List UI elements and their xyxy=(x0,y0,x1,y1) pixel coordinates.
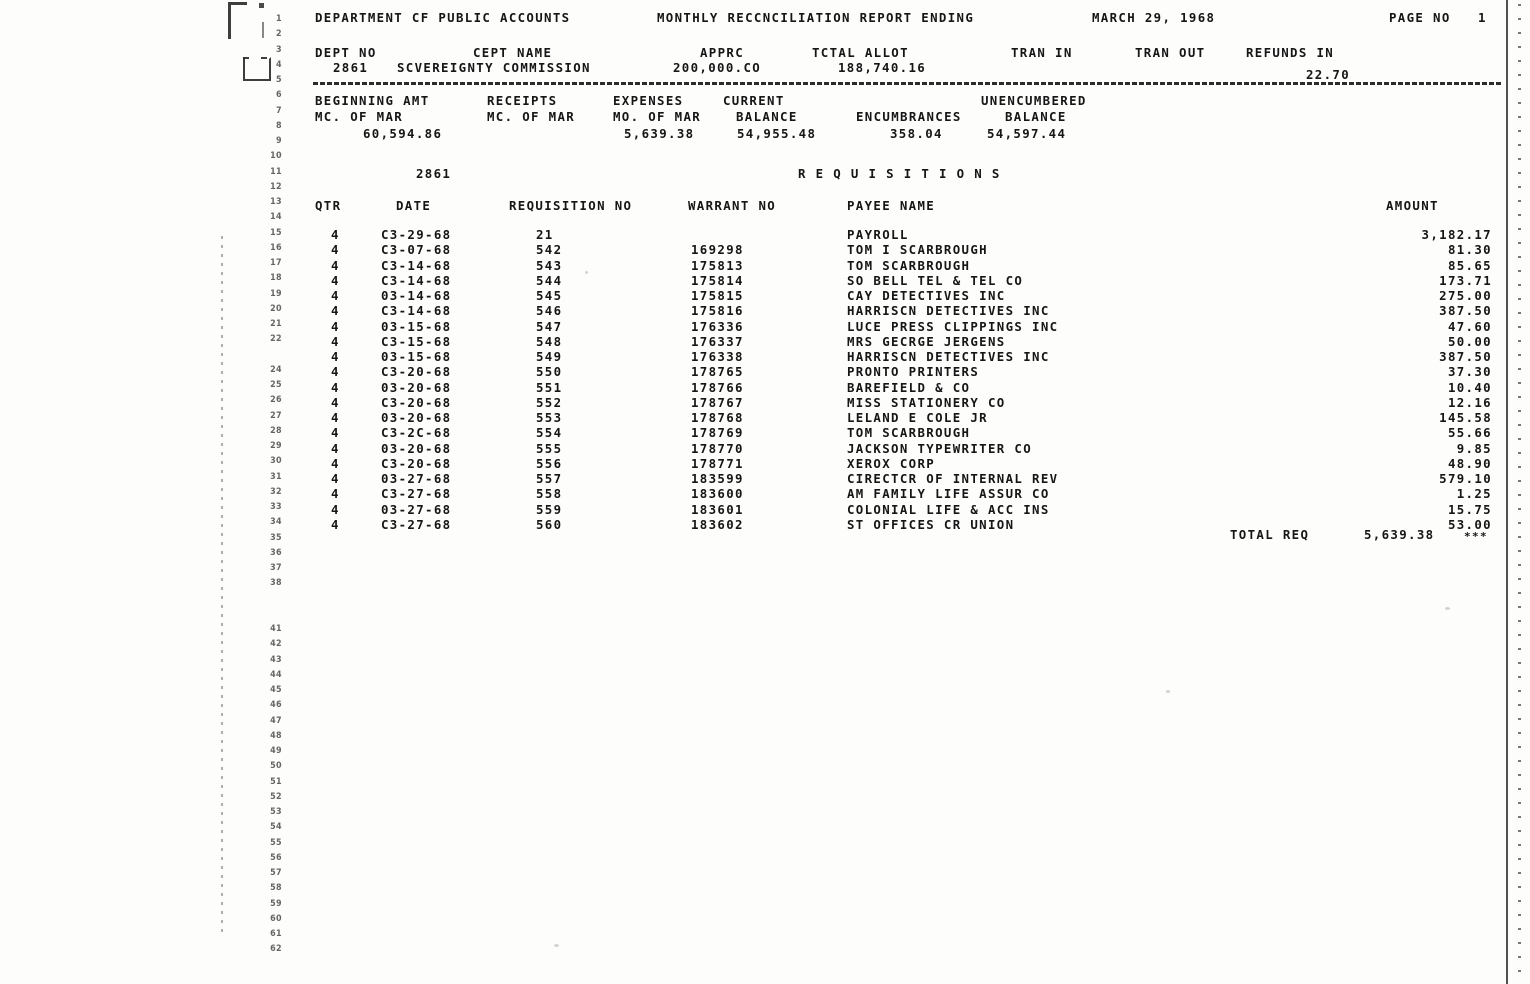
gutter-line-number: 1 xyxy=(276,13,282,24)
cell-requisition-no: 546 xyxy=(536,303,563,319)
cell-payee-name: JACKSON TYPEWRITER CO xyxy=(847,440,1033,456)
gutter-line-number: 28 xyxy=(270,425,282,435)
gutter-line-number: 16 xyxy=(270,242,282,252)
cell-date: 03-20-68 xyxy=(381,440,452,456)
cell-amount: 10.40 xyxy=(1447,379,1492,395)
gutter-line-number: 25 xyxy=(270,379,282,390)
cell-qtr: 4 xyxy=(331,455,340,471)
cell-payee-name: SO BELL TEL & TEL CO xyxy=(847,272,1024,288)
cell-amount: 48.90 xyxy=(1447,455,1492,471)
current-balance-value: 54,955.48 xyxy=(737,126,817,141)
total-req-marker: *** xyxy=(1464,530,1488,543)
gutter-line-number: 31 xyxy=(270,471,282,481)
column-header-requisition-no: REQUISITION NO xyxy=(509,198,633,213)
unencumbered-balance-value: 54,597.44 xyxy=(987,126,1067,141)
cell-qtr: 4 xyxy=(331,440,340,456)
gutter-line-number: 12 xyxy=(270,181,282,191)
cell-amount: 3,182.17 xyxy=(1421,227,1492,242)
report-title: MONTHLY RECCNCILIATION REPORT ENDING xyxy=(657,10,975,25)
cell-amount: 579.10 xyxy=(1439,471,1492,486)
cell-payee-name: CAY DETECTIVES INC xyxy=(847,288,1006,303)
gutter-line-number: 56 xyxy=(270,852,282,862)
cell-date: 03-14-68 xyxy=(381,288,452,303)
cell-requisition-no: 543 xyxy=(536,257,563,273)
receipts-label-line1: RECEIPTS xyxy=(487,93,558,108)
gutter-line-number: 47 xyxy=(270,715,282,725)
column-header-date: DATE xyxy=(396,198,432,213)
gutter-line-number: 62 xyxy=(270,944,282,954)
beginning-amt-value: 60,594.86 xyxy=(363,126,443,141)
gutter-line-number: 14 xyxy=(270,212,282,222)
cell-warrant-no: 183601 xyxy=(691,501,744,517)
cell-requisition-no: 556 xyxy=(536,455,563,471)
gutter-line-number: 35 xyxy=(270,532,282,542)
cell-warrant-no: 175815 xyxy=(691,288,744,303)
cell-requisition-no: 560 xyxy=(536,516,563,532)
cell-amount: 85.65 xyxy=(1447,257,1492,273)
cell-payee-name: MISS STATIONERY CO xyxy=(847,394,1006,410)
cell-payee-name: ST OFFICES CR UNION xyxy=(847,516,1015,532)
cell-requisition-no: 547 xyxy=(536,318,563,334)
cell-warrant-no: 183602 xyxy=(691,516,744,532)
cell-date: C3-2C-68 xyxy=(381,425,452,441)
cell-qtr: 4 xyxy=(331,486,340,502)
cell-qtr: 4 xyxy=(331,227,340,242)
cell-amount: 50.00 xyxy=(1447,333,1492,349)
gutter-line-number: 8 xyxy=(276,120,282,130)
gutter-line-number: 22 xyxy=(270,334,282,344)
cell-requisition-no: 554 xyxy=(536,425,563,441)
cell-amount: 387.50 xyxy=(1439,349,1492,364)
gutter-line-number: 46 xyxy=(270,700,282,710)
expenses-label-line1: EXPENSES xyxy=(613,93,684,108)
refunds-in-value: 22.70 xyxy=(1306,67,1351,82)
cell-date: 03-27-68 xyxy=(381,471,452,486)
cell-warrant-no: 183600 xyxy=(691,486,744,502)
gutter-line-number: 24 xyxy=(270,364,282,374)
cell-qtr: 4 xyxy=(331,364,340,380)
cell-qtr: 4 xyxy=(331,318,340,334)
gutter-line-number: 60 xyxy=(270,913,282,923)
cell-amount: 47.60 xyxy=(1447,318,1492,334)
cell-payee-name: HARRISCN DETECTIVES INC xyxy=(847,349,1050,364)
gutter-line-number: 43 xyxy=(270,654,282,664)
cell-warrant-no: 176336 xyxy=(691,318,744,334)
gutter-line-number: 61 xyxy=(270,928,282,939)
cell-warrant-no: 178771 xyxy=(691,455,744,471)
cell-amount: 145.58 xyxy=(1439,410,1492,425)
approp-value: 200,000.CO xyxy=(673,60,762,75)
cell-requisition-no: 550 xyxy=(536,364,563,380)
dept-no-label: DEPT NO xyxy=(315,45,377,60)
gutter-line-number: 33 xyxy=(270,501,282,512)
cell-payee-name: TOM SCARBROUGH xyxy=(847,257,971,273)
cell-date: C3-29-68 xyxy=(381,227,452,242)
gutter-line-number: 3 xyxy=(276,44,282,54)
cell-amount: 275.00 xyxy=(1439,288,1492,303)
cell-qtr: 4 xyxy=(331,516,340,532)
gutter-line-number: 51 xyxy=(270,776,282,786)
current-balance-label-line1: CURRENT xyxy=(723,93,785,108)
cell-qtr: 4 xyxy=(331,272,340,288)
expenses-value: 5,639.38 xyxy=(624,126,695,141)
gutter-line-number: 29 xyxy=(270,440,282,451)
cell-date: 03-15-68 xyxy=(381,318,452,334)
cell-requisition-no: 559 xyxy=(536,501,563,517)
section-dept-no: 2861 xyxy=(416,166,452,181)
column-header-warrant-no: WARRANT NO xyxy=(688,198,777,213)
cell-date: C3-20-68 xyxy=(381,364,452,380)
column-header-qtr: QTR xyxy=(315,198,342,213)
cell-qtr: 4 xyxy=(331,333,340,349)
gutter-line-number: 48 xyxy=(270,730,282,740)
cell-payee-name: LELAND E COLE JR xyxy=(847,410,988,425)
dept-no-value: 2861 xyxy=(333,60,369,75)
gutter-line-number: 59 xyxy=(270,898,282,908)
receipts-label-line2: MC. OF MAR xyxy=(487,109,576,124)
total-req-label: TOTAL REQ xyxy=(1230,527,1310,542)
gutter-line-number: 41 xyxy=(270,623,282,634)
gutter-line-number: 42 xyxy=(270,639,282,649)
cell-requisition-no: 544 xyxy=(536,272,563,288)
beginning-amt-label-line2: MC. OF MAR xyxy=(315,109,404,124)
cell-amount: 15.75 xyxy=(1447,501,1492,517)
gutter-line-number: 52 xyxy=(270,791,282,801)
cell-amount: 173.71 xyxy=(1439,272,1492,288)
cell-date: 03-15-68 xyxy=(381,349,452,364)
gutter-line-number: 6 xyxy=(276,90,282,100)
gutter-line-number: 38 xyxy=(270,578,282,588)
cell-date: C3-20-68 xyxy=(381,394,452,410)
gutter-line-number: 37 xyxy=(270,562,282,573)
cell-amount: 9.85 xyxy=(1456,440,1492,456)
gutter-line-number: 5 xyxy=(276,74,282,85)
cell-warrant-no: 178767 xyxy=(691,394,744,410)
cell-payee-name: PAYROLL xyxy=(847,227,909,242)
encumbrances-value: 358.04 xyxy=(890,126,943,141)
gutter-line-number: 4 xyxy=(276,59,282,69)
cell-warrant-no: 178768 xyxy=(691,410,744,425)
refunds-in-label: REFUNDS IN xyxy=(1246,45,1335,60)
gutter-line-number: 17 xyxy=(270,257,282,268)
cell-date: C3-14-68 xyxy=(381,303,452,319)
dept-name-label: CEPT NAME xyxy=(473,45,553,60)
cell-requisition-no: 553 xyxy=(536,410,563,425)
cell-qtr: 4 xyxy=(331,379,340,395)
cell-date: 03-20-68 xyxy=(381,410,452,425)
cell-date: 03-20-68 xyxy=(381,379,452,395)
tran-in-label: TRAN IN xyxy=(1011,45,1073,60)
cell-requisition-no: 21 xyxy=(536,227,554,242)
cell-qtr: 4 xyxy=(331,471,340,486)
cell-payee-name: AM FAMILY LIFE ASSUR CO xyxy=(847,486,1050,502)
cell-date: C3-27-68 xyxy=(381,486,452,502)
gutter-line-number: 45 xyxy=(270,684,282,695)
cell-payee-name: PRONTO PRINTERS xyxy=(847,364,980,380)
cell-warrant-no: 175814 xyxy=(691,272,744,288)
cell-payee-name: TOM I SCARBROUGH xyxy=(847,242,988,258)
cell-amount: 81.30 xyxy=(1447,242,1492,258)
cell-warrant-no: 178769 xyxy=(691,425,744,441)
cell-requisition-no: 558 xyxy=(536,486,563,502)
cell-requisition-no: 542 xyxy=(536,242,563,258)
scan-smudge xyxy=(585,271,588,274)
report-period-ending: MARCH 29, 1968 xyxy=(1092,10,1216,25)
cell-amount: 55.66 xyxy=(1447,425,1492,441)
cell-qtr: 4 xyxy=(331,349,340,364)
page-label: PAGE NO xyxy=(1389,10,1451,25)
cell-warrant-no: 183599 xyxy=(691,471,744,486)
cell-requisition-no: 548 xyxy=(536,333,563,349)
cell-requisition-no: 552 xyxy=(536,394,563,410)
report-department-title: DEPARTMENT CF PUBLIC ACCOUNTS xyxy=(315,10,571,25)
unencumbered-label-line2: BALANCE xyxy=(1005,109,1067,124)
gutter-line-number: 13 xyxy=(270,196,282,207)
gutter-line-number: 32 xyxy=(270,486,282,496)
scan-smudge xyxy=(1166,690,1170,693)
encumbrances-label: ENCUMBRANCES xyxy=(856,109,962,124)
cell-payee-name: LUCE PRESS CLIPPINGS INC xyxy=(847,318,1059,334)
cell-requisition-no: 557 xyxy=(536,471,563,486)
cell-qtr: 4 xyxy=(331,242,340,258)
expenses-label-line2: MO. OF MAR xyxy=(613,109,702,124)
gutter-line-number: 15 xyxy=(270,227,282,237)
cell-requisition-no: 545 xyxy=(536,288,563,303)
gutter-line-number: 9 xyxy=(276,135,282,146)
scan-smudge xyxy=(554,944,559,947)
beginning-amt-label-line1: BEGINNING AMT xyxy=(315,93,430,108)
cell-warrant-no: 176337 xyxy=(691,333,744,349)
gutter-line-number: 50 xyxy=(270,761,282,771)
cell-warrant-no: 175816 xyxy=(691,303,744,319)
cell-qtr: 4 xyxy=(331,303,340,319)
cell-qtr: 4 xyxy=(331,394,340,410)
cell-requisition-no: 555 xyxy=(536,440,563,456)
gutter-line-number: 10 xyxy=(270,151,282,161)
cell-date: 03-27-68 xyxy=(381,501,452,517)
cell-amount: 37.30 xyxy=(1447,364,1492,380)
cell-amount: 387.50 xyxy=(1439,303,1492,319)
total-allot-label: TCTAL ALLOT xyxy=(812,45,909,60)
gutter-line-number: 55 xyxy=(270,837,282,847)
gutter-line-number: 54 xyxy=(270,822,282,832)
gutter-line-number: 2 xyxy=(276,29,282,39)
gutter-line-number: 36 xyxy=(270,547,282,557)
section-title: R E Q U I S I T I O N S xyxy=(798,166,1001,181)
cell-qtr: 4 xyxy=(331,257,340,273)
cell-payee-name: XEROX CORP xyxy=(847,455,936,471)
gutter-line-number: 58 xyxy=(270,883,282,893)
total-allot-value: 188,740.16 xyxy=(838,60,927,75)
cell-amount: 1.25 xyxy=(1456,486,1492,502)
cell-amount: 53.00 xyxy=(1447,516,1492,532)
gutter-line-number: 18 xyxy=(270,273,282,283)
gutter-line-number: 57 xyxy=(270,867,282,878)
gutter-line-number: 44 xyxy=(270,669,282,679)
dept-name-value: SCVEREIGNTY COMMISSION xyxy=(397,60,591,75)
cell-date: C3-07-68 xyxy=(381,242,452,258)
gutter-line-number: 30 xyxy=(270,456,282,466)
column-header-amount: AMOUNT xyxy=(1386,198,1439,213)
cell-payee-name: MRS GECRGE JERGENS xyxy=(847,333,1006,349)
gutter-line-number: 26 xyxy=(270,395,282,405)
cell-payee-name: BAREFIELD & CO xyxy=(847,379,971,395)
cell-warrant-no: 178765 xyxy=(691,364,744,380)
column-header-payee-name: PAYEE NAME xyxy=(847,198,936,213)
cell-date: C3-15-68 xyxy=(381,333,452,349)
cell-qtr: 4 xyxy=(331,501,340,517)
cell-qtr: 4 xyxy=(331,288,340,303)
gutter-line-number: 20 xyxy=(270,303,282,313)
cell-payee-name: TOM SCARBROUGH xyxy=(847,425,971,441)
gutter-line-number: 19 xyxy=(270,288,282,298)
cell-date: C3-14-68 xyxy=(381,272,452,288)
cell-warrant-no: 169298 xyxy=(691,242,744,258)
cell-warrant-no: 178770 xyxy=(691,440,744,456)
unencumbered-label-line1: UNENCUMBERED xyxy=(981,93,1087,108)
scan-smudge xyxy=(1445,607,1450,610)
cell-date: C3-14-68 xyxy=(381,257,452,273)
approp-label: APPRC xyxy=(700,45,745,60)
cell-requisition-no: 551 xyxy=(536,379,563,395)
cell-warrant-no: 176338 xyxy=(691,349,744,364)
cell-payee-name: CIRECTCR OF INTERNAL REV xyxy=(847,471,1059,486)
cell-warrant-no: 178766 xyxy=(691,379,744,395)
page-number: 1 xyxy=(1478,10,1487,25)
cell-qtr: 4 xyxy=(331,425,340,441)
gutter-line-number: 7 xyxy=(276,105,282,115)
gutter-line-number: 21 xyxy=(270,318,282,329)
cell-qtr: 4 xyxy=(331,410,340,425)
cell-payee-name: COLONIAL LIFE & ACC INS xyxy=(847,501,1050,517)
gutter-line-number: 53 xyxy=(270,806,282,817)
cell-date: C3-20-68 xyxy=(381,455,452,471)
cell-requisition-no: 549 xyxy=(536,349,563,364)
current-balance-label-line2: BALANCE xyxy=(736,109,798,124)
gutter-line-number: 49 xyxy=(270,745,282,756)
total-req-amount: 5,639.38 xyxy=(1364,527,1435,542)
tran-out-label: TRAN OUT xyxy=(1135,45,1206,60)
cell-date: C3-27-68 xyxy=(381,516,452,532)
gutter-line-number: 34 xyxy=(270,517,282,527)
cell-warrant-no: 175813 xyxy=(691,257,744,273)
cell-amount: 12.16 xyxy=(1447,394,1492,410)
gutter-line-number: 11 xyxy=(270,166,282,176)
cell-payee-name: HARRISCN DETECTIVES INC xyxy=(847,303,1050,319)
gutter-line-number: 27 xyxy=(270,410,282,420)
